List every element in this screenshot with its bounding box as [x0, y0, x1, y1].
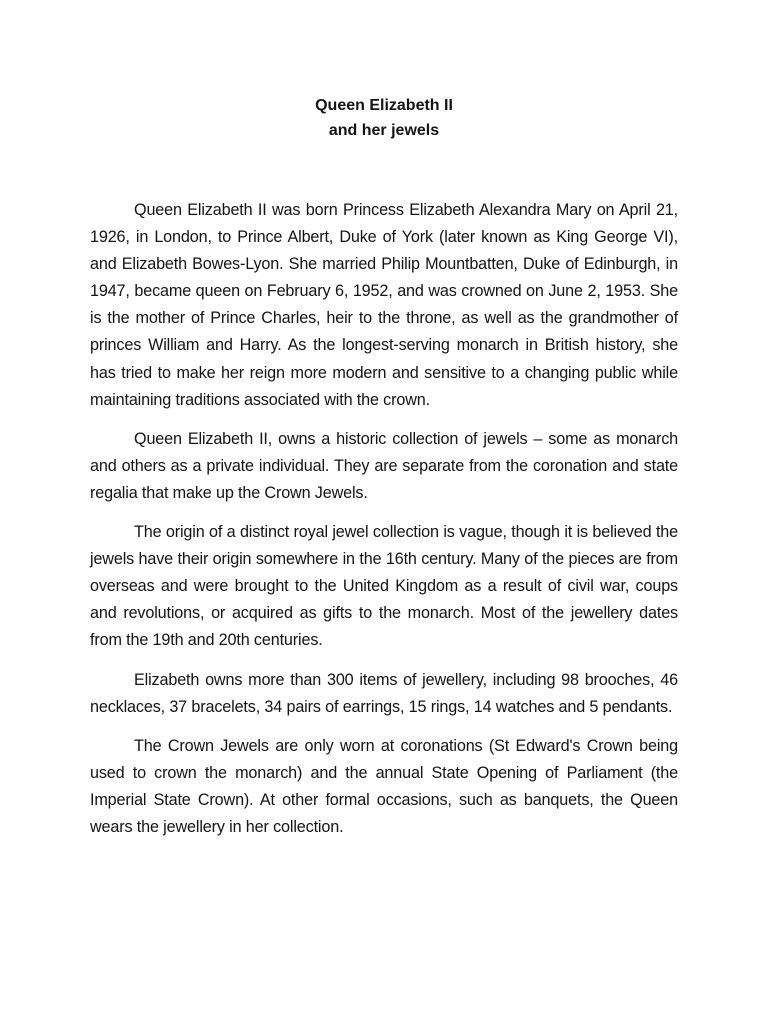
document-title [0, 93, 768, 143]
paragraph-collection: Queen Elizabeth II, owns a historic collection of jewels – some as monarch and others as a private individual. They are separate from the coronation and state regalia that make up the Crown Jewels. [90, 429, 678, 502]
paragraph-biography: Queen Elizabeth II was born Princess Elizabeth Alexandra Mary on April 21, 1926, in London, to Prince Albert, Duke of York (later known as King George VI), and Elizabeth Bowes-Lyon. She married Philip Mountbatten, Duke of Edinburgh, in 1947, became queen on February 6, 1952, and was crowned on June 2, 1953. She is the mother of Prince Charles, heir to the throne, as well as the grandmother of princes William and Harry. As the longest-serving monarch in British history, she has tried to make her reign more modern and sensitive to a changing public while maintaining traditions associated with the crown. [90, 201, 678, 409]
document-body [90, 197, 678, 853]
title-line-2: and her jewels [328, 122, 440, 139]
paragraph-origin: The origin of a distinct royal jewel collection is vague, though it is believed the jewels have their origin somewhere in the 16th century. Many of the pieces are from overseas and were brought to the United Kingdom as a result of civil war, coups and revolutions, or acquired as gifts to the monarch. Most of the jewellery dates from the 19th and 20th centuries. [90, 523, 678, 650]
paragraph-inventory: Elizabeth owns more than 300 items of jewellery, including 98 brooches, 46 necklaces, 37 bracelets, 34 pairs of earrings, 15 rings, 14 watches and 5 pendants. [90, 670, 678, 716]
title-line-1: Queen Elizabeth II [315, 97, 453, 114]
paragraph-crown-jewels: The Crown Jewels are only worn at coronations (St Edward's Crown being used to crown the monarch) and the annual State Opening of Parliament (the Imperial State Crown). At other formal occasions, such as banquets, the Queen wears the jewellery in her collection. [90, 736, 678, 836]
